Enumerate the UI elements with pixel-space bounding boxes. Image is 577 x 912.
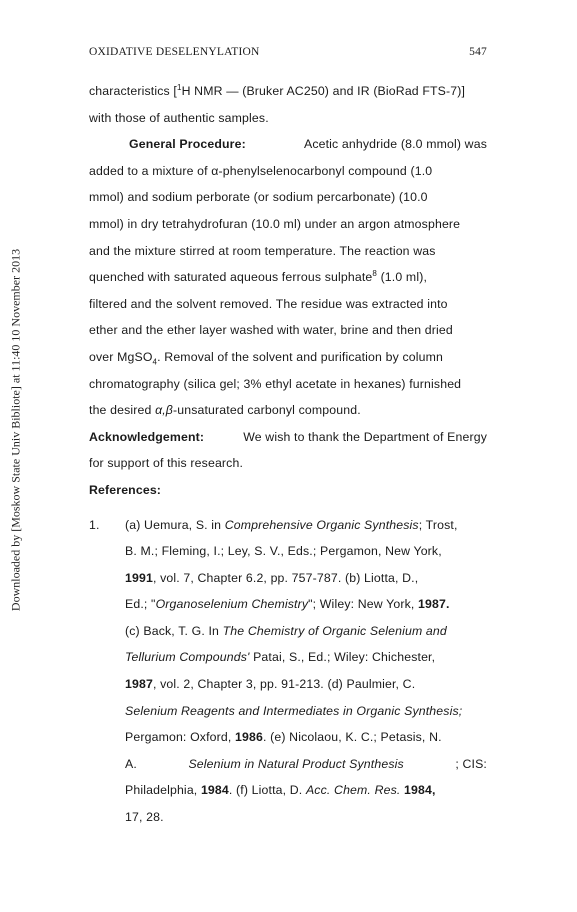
- text-line: [89, 211, 487, 238]
- superscript: 8: [372, 269, 377, 279]
- text-fragment: for support of this research.: [89, 456, 244, 471]
- text-fragment: (1.0 ml),: [377, 270, 428, 285]
- text-fragment: 1986: [235, 730, 263, 745]
- text-line: [125, 671, 487, 698]
- text-line: [125, 804, 487, 831]
- text-line: [89, 450, 487, 477]
- acknowledgement-line: [89, 424, 487, 451]
- text-fragment: A.: [125, 756, 137, 771]
- text-fragment: , vol. 2, Chapter 3, pp. 91-213. (d) Paulmier, C.: [152, 677, 416, 692]
- text-fragment: ether and the ether layer washed with water, brine and then dried: [89, 323, 453, 338]
- text-fragment: and the mixture stirred at room temperature. The reaction was: [89, 243, 436, 258]
- text-line: [89, 291, 487, 318]
- download-watermark: [6, 190, 26, 670]
- reference-body: [125, 512, 487, 831]
- text-span: [89, 78, 465, 105]
- text-span: [125, 777, 436, 804]
- text-line: [89, 264, 487, 291]
- text-fragment: over MgSO: [89, 349, 153, 364]
- text-fragment: Selenium Reagents and Intermediates in Organic Synthesis;: [125, 703, 463, 718]
- text-fragment: (c) Back, T. G. In: [125, 623, 223, 638]
- text-line: [125, 698, 487, 725]
- text-fragment: 1984: [200, 783, 229, 798]
- text-fragment: 1987: [125, 677, 153, 692]
- reference-number: 1.: [89, 517, 100, 532]
- running-header: [89, 46, 487, 58]
- text-span: [125, 565, 418, 592]
- reference-item: [89, 512, 487, 831]
- text-span: [89, 344, 443, 371]
- text-fragment: α,β: [155, 403, 173, 418]
- text-span: [125, 671, 415, 698]
- text-line: [125, 565, 487, 592]
- text-line: [89, 344, 487, 371]
- text-fragment: Selenium in Natural Product Synthesis: [188, 756, 404, 771]
- text-line: [89, 78, 487, 105]
- text-fragment: Patai, S., Ed.; Wiley: Chichester,: [249, 650, 436, 665]
- text-span: [125, 724, 442, 751]
- text-line: [89, 397, 487, 424]
- text-fragment: chromatography (silica gel; 3% ethyl acetate in hexanes) furnished: [89, 376, 462, 391]
- text-fragment: Tellurium Compounds': [125, 650, 250, 665]
- text-line: [89, 105, 487, 132]
- text-line: [125, 618, 487, 645]
- text-fragment: 1987.: [418, 597, 450, 612]
- text-fragment: ; CIS:: [455, 756, 487, 771]
- text-fragment: 1984,: [400, 783, 436, 798]
- text-fragment: mmol) and sodium perborate (or sodium percarbonate) (10.0: [89, 190, 428, 205]
- text-line: [89, 158, 487, 185]
- text-line: [89, 371, 487, 398]
- text-fragment: filtered and the solvent removed. The residue was extracted into: [89, 296, 448, 311]
- text-fragment: with those of authentic samples.: [89, 110, 269, 125]
- text-fragment: , vol. 7, Chapter 6.2, pp. 757-787. (b) Liotta, D.,: [152, 570, 419, 585]
- running-title: OXIDATIVE DESELENYLATION: [89, 46, 260, 58]
- text-span: [125, 591, 450, 618]
- text-line: [125, 644, 487, 671]
- text-fragment: Acc. Chem. Res.: [305, 783, 401, 798]
- references-heading: References:: [89, 482, 162, 497]
- procedure-heading: General Procedure:: [129, 137, 246, 152]
- text-line: [89, 317, 487, 344]
- text-fragment: (a) Uemura, S. in: [125, 517, 225, 532]
- text-fragment: Comprehensive Organic Synthesis: [224, 517, 419, 532]
- procedure-heading-line: [89, 131, 487, 158]
- text-fragment: B. M.; Fleming, I.; Ley, S. V., Eds.; Pergamon, New York,: [125, 544, 442, 559]
- text-line: [89, 238, 487, 265]
- text-fragment: Organoselenium Chemistry: [155, 597, 309, 612]
- text-fragment: Ed.; ": [125, 597, 156, 612]
- text-span: [125, 512, 458, 539]
- text-line: [125, 591, 487, 618]
- text-line: [125, 538, 487, 565]
- text-line: [125, 777, 487, 804]
- text-fragment: Acetic anhydride (8.0 mmol) was: [303, 137, 487, 152]
- text-fragment: mmol) in dry tetrahydrofuran (10.0 ml) under an argon atmosphere: [89, 216, 461, 231]
- text-fragment: Philadelphia,: [125, 783, 201, 798]
- text-fragment: -unsaturated carbonyl compound.: [172, 403, 361, 418]
- text-fragment: "; Wiley: New York,: [308, 597, 419, 612]
- text-fragment: H NMR — (Bruker AC250) and IR (BioRad FTS-7)]: [181, 84, 466, 98]
- text-line: [89, 184, 487, 211]
- text-fragment: We wish to thank the Department of Energy: [243, 429, 487, 444]
- text-fragment: 1991: [125, 570, 153, 585]
- page-body: [89, 78, 487, 831]
- text-line: [125, 512, 487, 539]
- page-number: 547: [469, 46, 487, 58]
- text-fragment: the desired: [89, 403, 156, 418]
- text-span: [125, 644, 435, 671]
- text-fragment: characteristics [: [89, 84, 177, 98]
- text-line: [125, 724, 487, 751]
- subscript: 4: [152, 357, 158, 367]
- text-fragment: 17, 28.: [125, 810, 164, 825]
- text-fragment: added to a mixture of α-phenylselenocarbonyl compound (1.0: [89, 163, 433, 178]
- superscript: 1: [176, 82, 182, 92]
- text-span: [125, 618, 447, 645]
- text-fragment: quenched with saturated aqueous ferrous sulphate: [89, 270, 373, 285]
- text-fragment: . (e) Nicolaou, K. C.; Petasis, N.: [262, 730, 442, 745]
- text-span: [89, 264, 427, 291]
- acknowledgement-heading: Acknowledgement:: [89, 429, 205, 444]
- text-fragment: Pergamon: Oxford,: [125, 730, 236, 745]
- text-fragment: . Removal of the solvent and purification by column: [157, 349, 443, 364]
- text-line: [125, 751, 487, 778]
- text-fragment: ; Trost,: [418, 517, 458, 532]
- text-fragment: The Chemistry of Organic Selenium and: [222, 623, 447, 638]
- download-watermark-text: Downloaded by [Moskow State Univ Bibliote] at 11:40 10 November 2013: [8, 248, 23, 612]
- text-fragment: . (f) Liotta, D.: [228, 783, 306, 798]
